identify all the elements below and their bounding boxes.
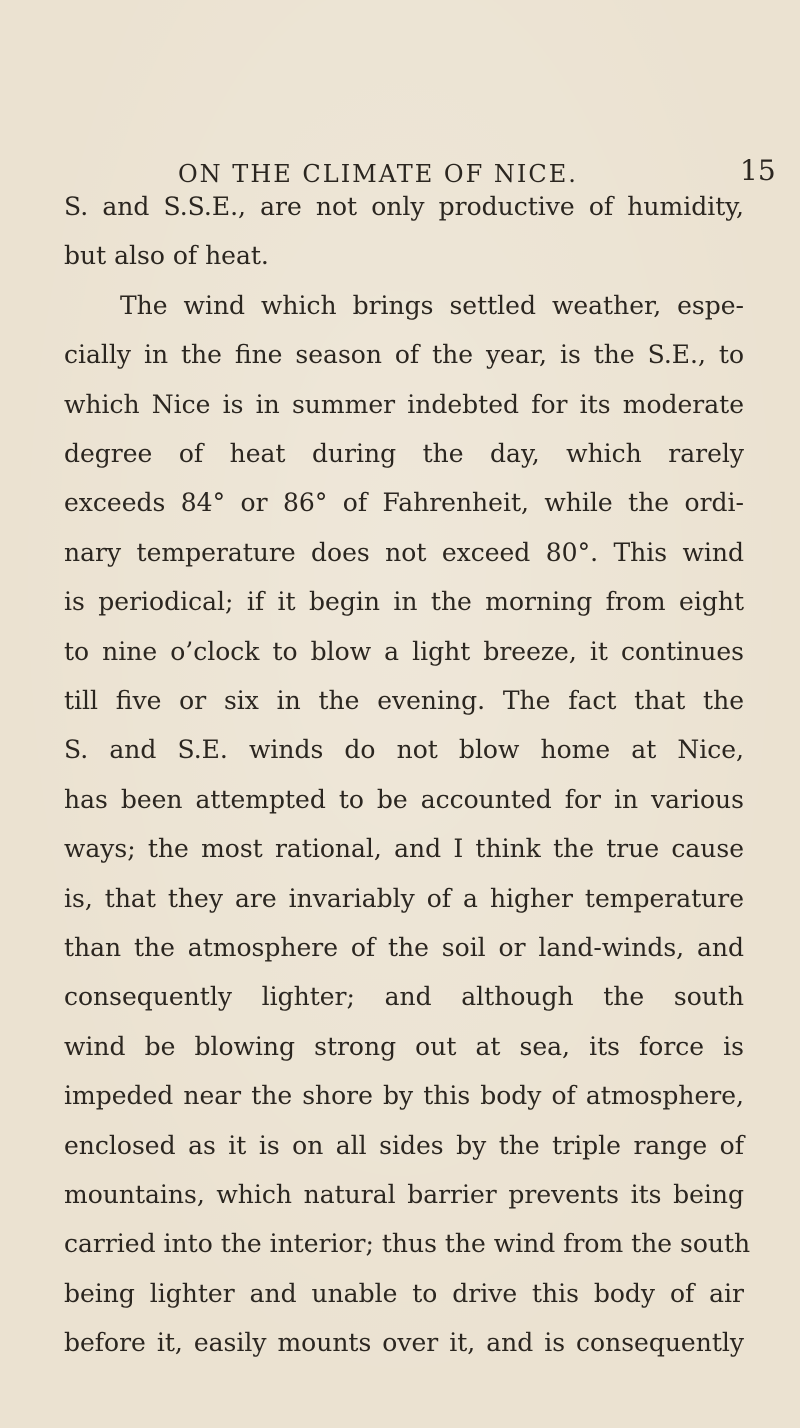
text-line: before it, easily mounts over it, and is consequently <box>64 1328 744 1357</box>
text-line: to nine o’clock to blow a light breeze, it continues <box>64 637 744 666</box>
text-line: mountains, which natural barrier prevents its being <box>64 1180 744 1209</box>
text-line: impeded near the shore by this body of atmosphere, <box>64 1081 744 1110</box>
text-line: carried into the interior; thus the wind from the south <box>64 1229 751 1258</box>
text-line: enclosed as it is on all sides by the triple range of <box>64 1131 744 1160</box>
text-line: exceeds 84° or 86° of Fahrenheit, while the ordi- <box>64 488 744 517</box>
text-line: has been attempted to be accounted for in various <box>64 785 744 814</box>
text-line: consequently lighter; and although the south <box>64 982 744 1011</box>
text-line: ways; the most rational, and I think the true cause <box>64 834 744 863</box>
text-line: till five or six in the evening. The fact that the <box>64 686 744 715</box>
text-line: is periodical; if it begin in the morning from eight <box>64 587 744 616</box>
text-line: nary temperature does not exceed 80°. This wind <box>64 538 744 567</box>
page-number: 15 <box>740 154 776 187</box>
text-line: but also of heat. <box>64 241 269 270</box>
paragraph-start-line: The wind which brings settled weather, espe- <box>120 291 744 320</box>
text-line: than the atmosphere of the soil or land-winds, and <box>64 933 744 962</box>
text-line: S. and S.S.E., are not only productive of humidity, <box>64 192 744 221</box>
text-line: cially in the fine season of the year, is the S.E., to <box>64 340 744 369</box>
running-head: ON THE CLIMATE OF NICE. <box>178 160 578 188</box>
text-line: which Nice is in summer indebted for its moderate <box>64 390 744 419</box>
text-line: being lighter and unable to drive this body of air <box>64 1279 744 1308</box>
text-line: wind be blowing strong out at sea, its force is <box>64 1032 744 1061</box>
text-line: is, that they are invariably of a higher temperature <box>64 884 744 913</box>
text-line: S. and S.E. winds do not blow home at Nice, <box>64 735 744 764</box>
text-line: degree of heat during the day, which rarely <box>64 439 744 468</box>
